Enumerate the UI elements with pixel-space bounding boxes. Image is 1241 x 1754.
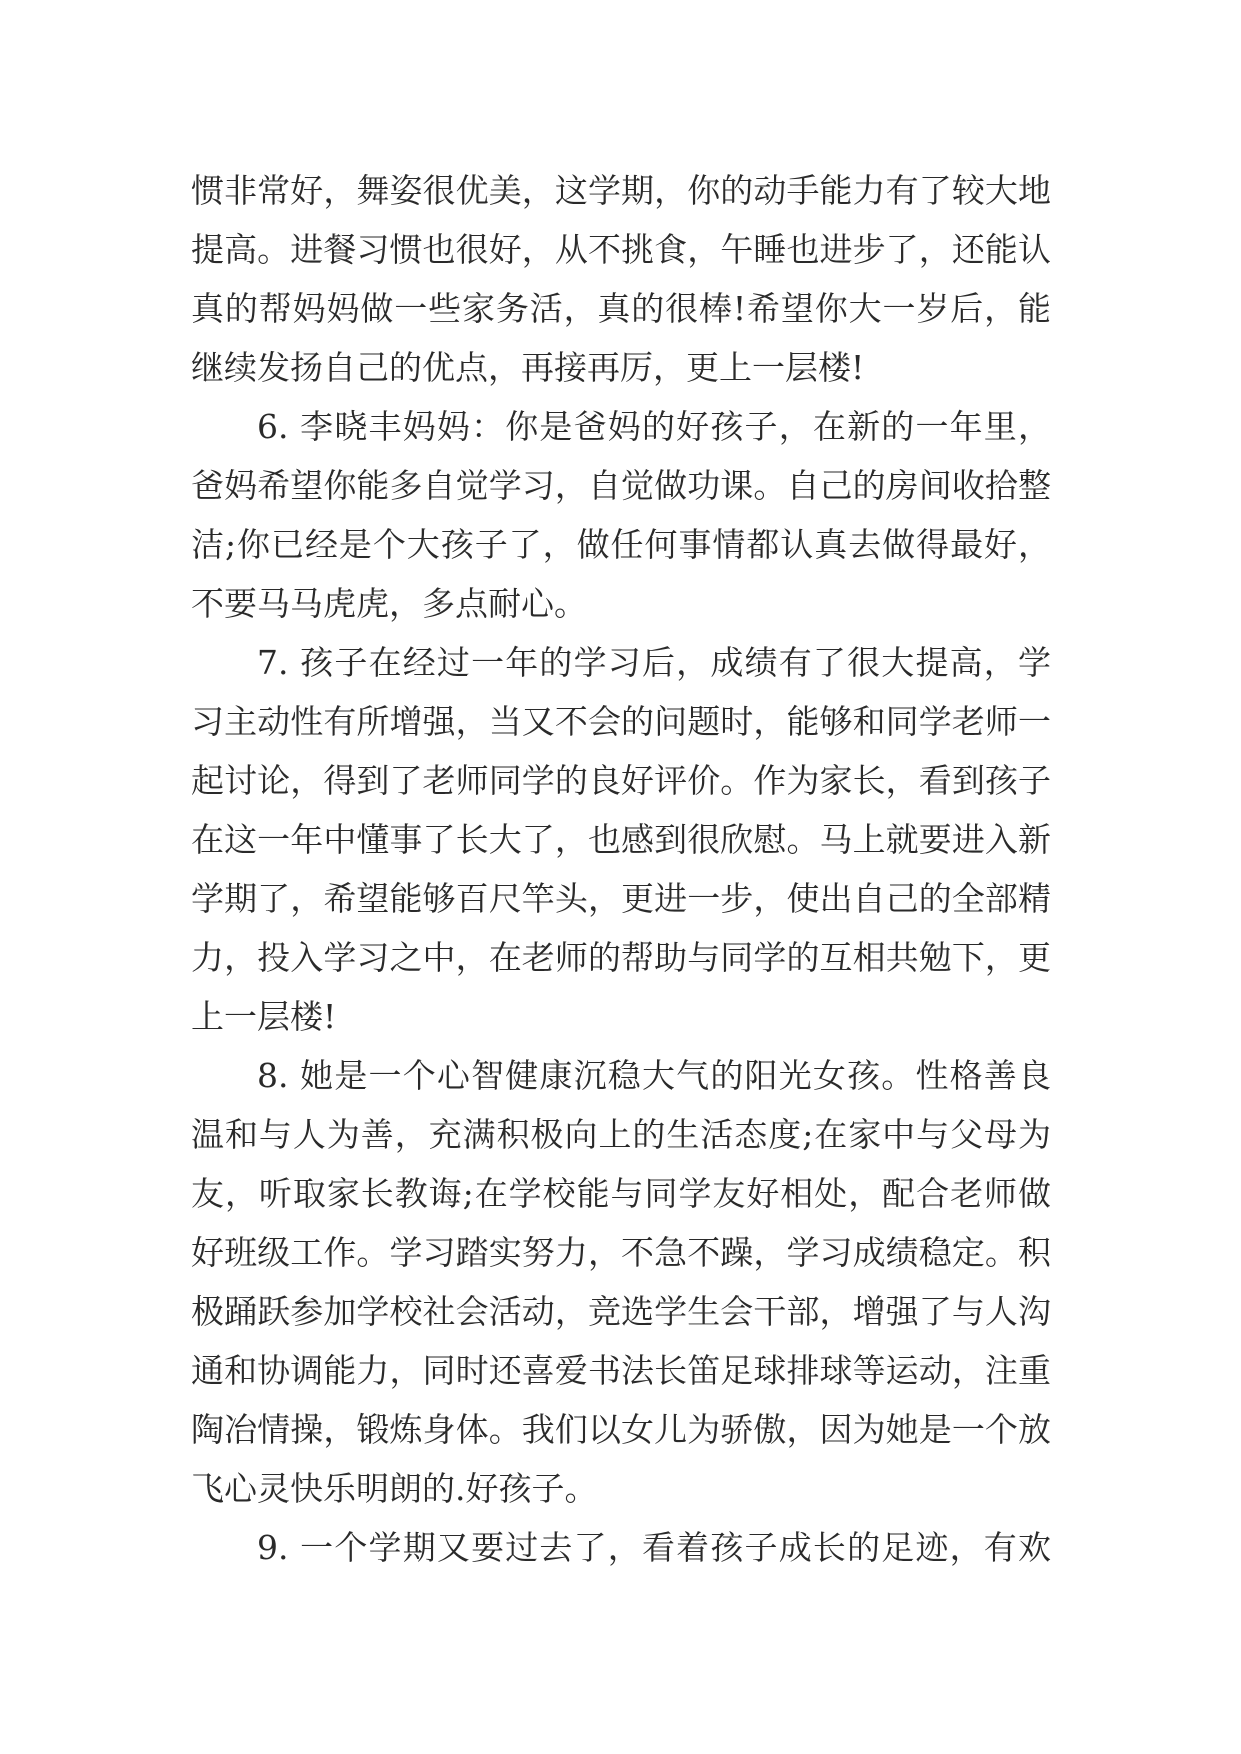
text-line: 提高。进餐习惯也很好，从不挑食，午睡也进步了，还能认 (191, 230, 1051, 269)
text-line: 洁;你已经是个大孩子了，做任何事情都认真去做得最好， (191, 525, 1051, 564)
text-line: 7. 孩子在经过一年的学习后，成绩有了很大提高，学 (257, 643, 1051, 682)
text-line: 不要马马虎虎，多点耐心。 (191, 584, 587, 623)
text-line: 爸妈希望你能多自觉学习，自觉做功课。自己的房间收拾整 (191, 466, 1051, 505)
text-line: 8. 她是一个心智健康沉稳大气的阳光女孩。性格善良 (257, 1056, 1051, 1095)
text-line: 好班级工作。学习踏实努力，不急不躁，学习成绩稳定。积 (191, 1233, 1051, 1272)
text-line: 通和协调能力，同时还喜爱书法长笛足球排球等运动，注重 (191, 1351, 1051, 1390)
text-line: 飞心灵快乐明朗的.好孩子。 (191, 1469, 598, 1508)
text-line: 起讨论，得到了老师同学的良好评价。作为家长，看到孩子 (191, 761, 1051, 800)
text-line: 习主动性有所增强，当又不会的问题时，能够和同学老师一 (191, 702, 1051, 741)
text-line: 继续发扬自己的优点，再接再厉，更上一层楼! (191, 348, 865, 387)
text-line: 在这一年中懂事了长大了，也感到很欣慰。马上就要进入新 (191, 820, 1051, 859)
text-line: 6. 李晓丰妈妈：你是爸妈的好孩子，在新的一年里， (257, 407, 1051, 446)
text-line: 友，听取家长教诲;在学校能与同学友好相处，配合老师做 (191, 1174, 1051, 1213)
text-line: 真的帮妈妈做一些家务活，真的很棒!希望你大一岁后，能 (191, 289, 1051, 328)
text-line: 陶冶情操，锻炼身体。我们以女儿为骄傲，因为她是一个放 (191, 1410, 1051, 1449)
text-line: 温和与人为善，充满积极向上的生活态度;在家中与父母为 (191, 1115, 1051, 1154)
text-line: 上一层楼! (191, 997, 337, 1036)
text-line: 极踊跃参加学校社会活动，竞选学生会干部，增强了与人沟 (191, 1292, 1051, 1331)
text-line: 9. 一个学期又要过去了，看着孩子成长的足迹，有欢 (257, 1528, 1051, 1567)
document-body (191, 161, 1051, 1577)
text-line: 学期了，希望能够百尺竿头，更进一步，使出自己的全部精 (191, 879, 1051, 918)
text-line: 惯非常好，舞姿很优美，这学期，你的动手能力有了较大地 (191, 171, 1051, 210)
text-line: 力，投入学习之中，在老师的帮助与同学的互相共勉下，更 (191, 938, 1051, 977)
